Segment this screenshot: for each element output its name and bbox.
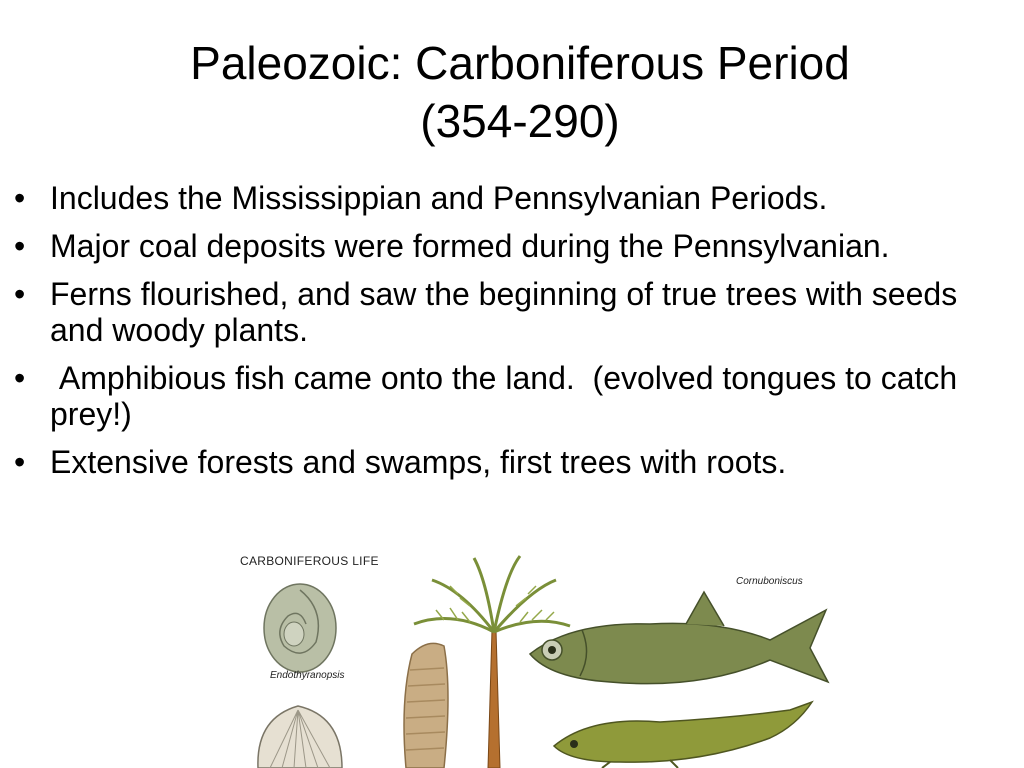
bullet-dot: • [14,276,26,312]
coral-fossil-icon [404,643,448,768]
bullet-item [14,180,1004,216]
fish-icon [530,592,828,684]
carboniferous-life-illustration [230,550,850,768]
foraminifera-shell-icon [264,584,336,672]
brachiopod-shell-icon [258,706,342,768]
title-line-2: (354-290) [420,95,620,147]
slide-title [0,34,1024,150]
bullet-dot: • [14,228,26,264]
amphibian-fish-icon [554,702,812,768]
bullet-text: Ferns flourished, and saw the beginning of true trees with seeds and woody plants. [50,276,967,348]
bullet-dot: • [14,360,26,396]
bullet-text: Amphibious fish came onto the land. (evolved tongues to catch prey!) [50,360,967,432]
bullet-text: Extensive forests and swamps, first trees with roots. [50,444,787,480]
species-label-cornuboniscus: Cornuboniscus [736,576,803,587]
bullet-item [14,276,1004,348]
bullet-item [14,228,1004,264]
bullet-list [14,180,1004,492]
bullet-item [14,360,1004,432]
figure-title: CARBONIFEROUS LIFE [240,554,379,568]
bullet-text: Major coal deposits were formed during the Pennsylvanian. [50,228,890,264]
bullet-dot: • [14,444,26,480]
bullet-text: Includes the Mississippian and Pennsylvanian Periods. [50,180,828,216]
bullet-item [14,444,1004,480]
title-line-1: Paleozoic: Carboniferous Period [190,37,850,89]
bullet-dot: • [14,180,26,216]
species-label-endothyranopsis: Endothyranopsis [270,670,345,681]
